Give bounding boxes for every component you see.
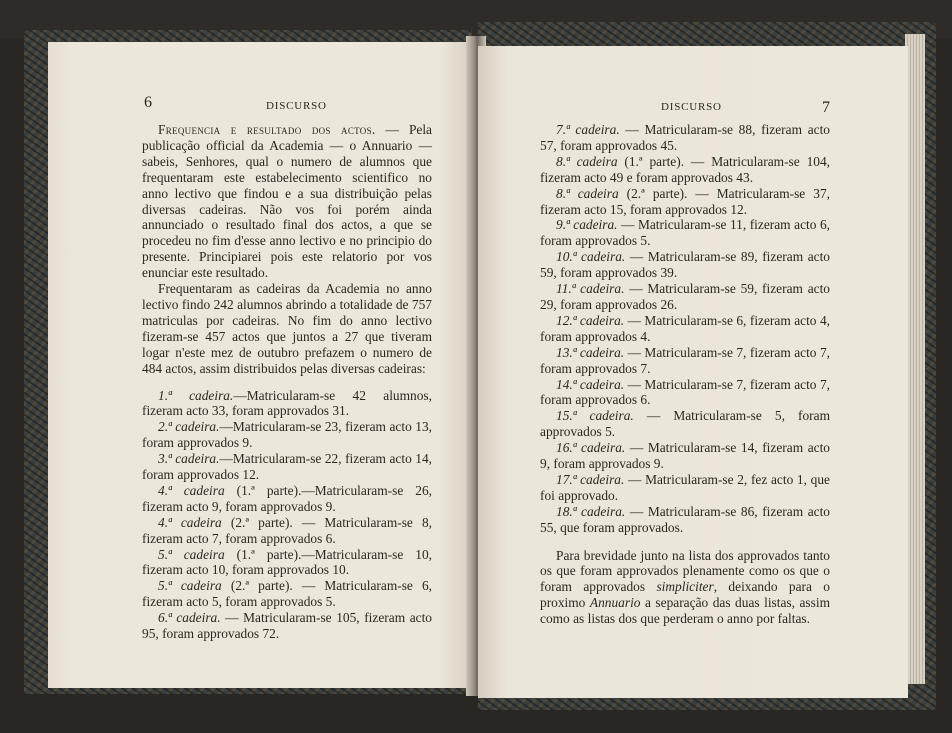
cadeira-entry (142, 419, 432, 451)
closing-paragraph: Para brevidade junto na lista dos approvados tanto os que foram approvados plenamente como os que o foram approvados simpliciter, deixando para o proximo Annuario a separação das duas listas, assim como as listas dos que perderam o anno por faltas. (540, 547, 830, 627)
cadeira-entry (540, 313, 830, 345)
cadeira-entry (142, 388, 432, 420)
page-number: 6 (144, 94, 152, 111)
cadeira-entry (540, 154, 830, 186)
cadeira-label: 3.ª cadeira. (158, 451, 220, 467)
cadeira-result: — Matricularam-se 5, foram approvados 5. (540, 408, 830, 440)
left-page-body (142, 122, 432, 642)
intro-paragraph (142, 122, 432, 281)
cadeira-label: 4.ª cadeira (158, 514, 222, 530)
cadeira-entry (142, 578, 432, 610)
cadeira-label: 2.ª cadeira. (158, 419, 220, 435)
cadeira-result: — Matricularam-se 86, fizeram acto 55, que foram approvados. (540, 503, 830, 535)
cadeira-result: — Matricularam-se 7, fizeram acto 7, foram approvados 7. (540, 344, 830, 376)
cadeira-label: 8.ª cadeira (556, 153, 618, 169)
page-number: 7 (822, 99, 830, 116)
cadeira-result: —Matricularam-se 22, fizeram acto 14, foram approvados 12. (142, 451, 432, 483)
cadeira-entry (540, 345, 830, 377)
cadeira-entry (540, 249, 830, 281)
cadeira-entry (540, 122, 830, 154)
cadeira-entry (540, 281, 830, 313)
right-page (478, 46, 908, 698)
cadeira-result: (2.ª parte). — Matricularam-se 37, fizeram acto 15, foram approvados 12. (540, 185, 830, 217)
running-head: DISCURSO (266, 100, 327, 112)
cadeira-entry (540, 186, 830, 218)
cadeira-label: 4.ª cadeira (158, 482, 225, 498)
cadeira-entry (142, 610, 432, 642)
cadeira-entry (540, 377, 830, 409)
section-heading: Frequencia e resultado dos actos. (158, 122, 376, 137)
cadeira-entry (540, 504, 830, 536)
cadeira-label: 11.ª cadeira. (556, 281, 625, 297)
cadeira-result: (1.ª parte).—Matricularam-se 10, fizeram acto 10, foram approvados 10. (142, 546, 432, 578)
intro-text: — Pela publicação official da Academia — o Annuario — sabeis, Senhores, qual o numero de alumnos que frequentaram este estabelecimento scientifico no anno lectivo que findou e a sua distribuição pelas diversas cadeiras. Não vos foi porém ainda annunciado o resultado final dos actos, a que se procedeu no fim d'esse anno lectivo e no principio do presente. Principiarei pois este relatorio por vos enunciar este resultado. (142, 122, 432, 281)
cadeira-result: — Matricularam-se 14, fizeram acto 9, foram approvados 9. (540, 440, 830, 472)
cadeira-entry (142, 451, 432, 483)
cadeira-label: 1.ª cadeira. (158, 387, 234, 403)
cadeira-label: 5.ª cadeira (158, 546, 225, 562)
cadeira-result: — Matricularam-se 2, fez acto 1, que foi approvado. (540, 471, 830, 503)
cadeira-label: 9.ª cadeira. (556, 217, 618, 233)
cadeira-label: 15.ª cadeira. (556, 408, 634, 424)
cadeira-label: 10.ª cadeira. (556, 249, 626, 265)
cadeira-entry (540, 217, 830, 249)
cadeira-label: 17.ª cadeira. (556, 471, 625, 487)
cadeira-result: —Matricularam-se 23, fizeram acto 13, foram approvados 9. (142, 419, 432, 451)
cadeira-list (540, 122, 830, 536)
paragraph: Frequentaram as cadeiras da Academia no anno lectivo findo 242 alumnos abrindo a totalidade de 757 matriculas por cadeiras. No fim do anno lectivo fizeram-se 457 actos que juntos a 27 que tiveram logar n'este mez de outubro prefazem o numero de 484 actos, assim distribuidos pelas diversas cadeiras: (142, 281, 432, 376)
cadeira-list (142, 388, 432, 643)
cadeira-label: 6.ª cadeira. (158, 610, 221, 626)
cadeira-result: — Matricularam-se 59, fizeram acto 29, foram approvados 26. (540, 281, 830, 312)
cadeira-entry (540, 472, 830, 504)
cadeira-result: — Matricularam-se 88, fizeram acto 57, foram approvados 45. (540, 122, 830, 153)
cadeira-label: 14.ª cadeira. (556, 376, 625, 392)
right-page-body (540, 122, 830, 627)
cadeira-entry (142, 547, 432, 579)
cadeira-result: (1.ª parte).—Matricularam-se 26, fizeram acto 9, foram approvados 9. (142, 482, 432, 514)
cadeira-entry (142, 483, 432, 515)
cadeira-result: (1.ª parte). — Matricularam-se 104, fizeram acto 49 e foram approvados 43. (540, 153, 830, 185)
cadeira-entry (540, 440, 830, 472)
cadeira-label: 18.ª cadeira. (556, 503, 626, 519)
cadeira-label: 8.ª cadeira (556, 185, 619, 201)
cadeira-label: 5.ª cadeira (158, 578, 222, 594)
cadeira-label: 16.ª cadeira. (556, 440, 626, 456)
cadeira-label: 12.ª cadeira. (556, 312, 625, 328)
cadeira-result: — Matricularam-se 89, fizeram acto 59, foram approvados 39. (540, 249, 830, 281)
left-page (48, 42, 472, 688)
cadeira-entry (540, 408, 830, 440)
cadeira-result: (2.ª parte). — Matricularam-se 6, fizeram acto 5, foram approvados 5. (142, 578, 433, 610)
running-head: DISCURSO (661, 101, 722, 113)
cadeira-result: (2.ª parte). — Matricularam-se 8, fizeram acto 7, foram approvados 6. (142, 514, 433, 546)
cadeira-result: — Matricularam-se 105, fizeram acto 95, foram approvados 72. (142, 610, 432, 642)
cadeira-result: — Matricularam-se 7, fizeram acto 7, foram approvados 6. (540, 376, 830, 408)
cadeira-entry (142, 515, 432, 547)
cadeira-result: —Matricularam-se 42 alumnos, fizeram acto 33, foram approvados 31. (142, 387, 432, 419)
cadeira-label: 7.ª cadeira. (556, 122, 620, 137)
cadeira-result: — Matricularam-se 6, fizeram acto 4, foram approvados 4. (540, 312, 830, 344)
cadeira-result: — Matricularam-se 11, fizeram acto 6, foram approvados 5. (540, 217, 830, 249)
page-edges (905, 34, 925, 684)
cadeira-label: 13.ª cadeira. (556, 344, 625, 360)
